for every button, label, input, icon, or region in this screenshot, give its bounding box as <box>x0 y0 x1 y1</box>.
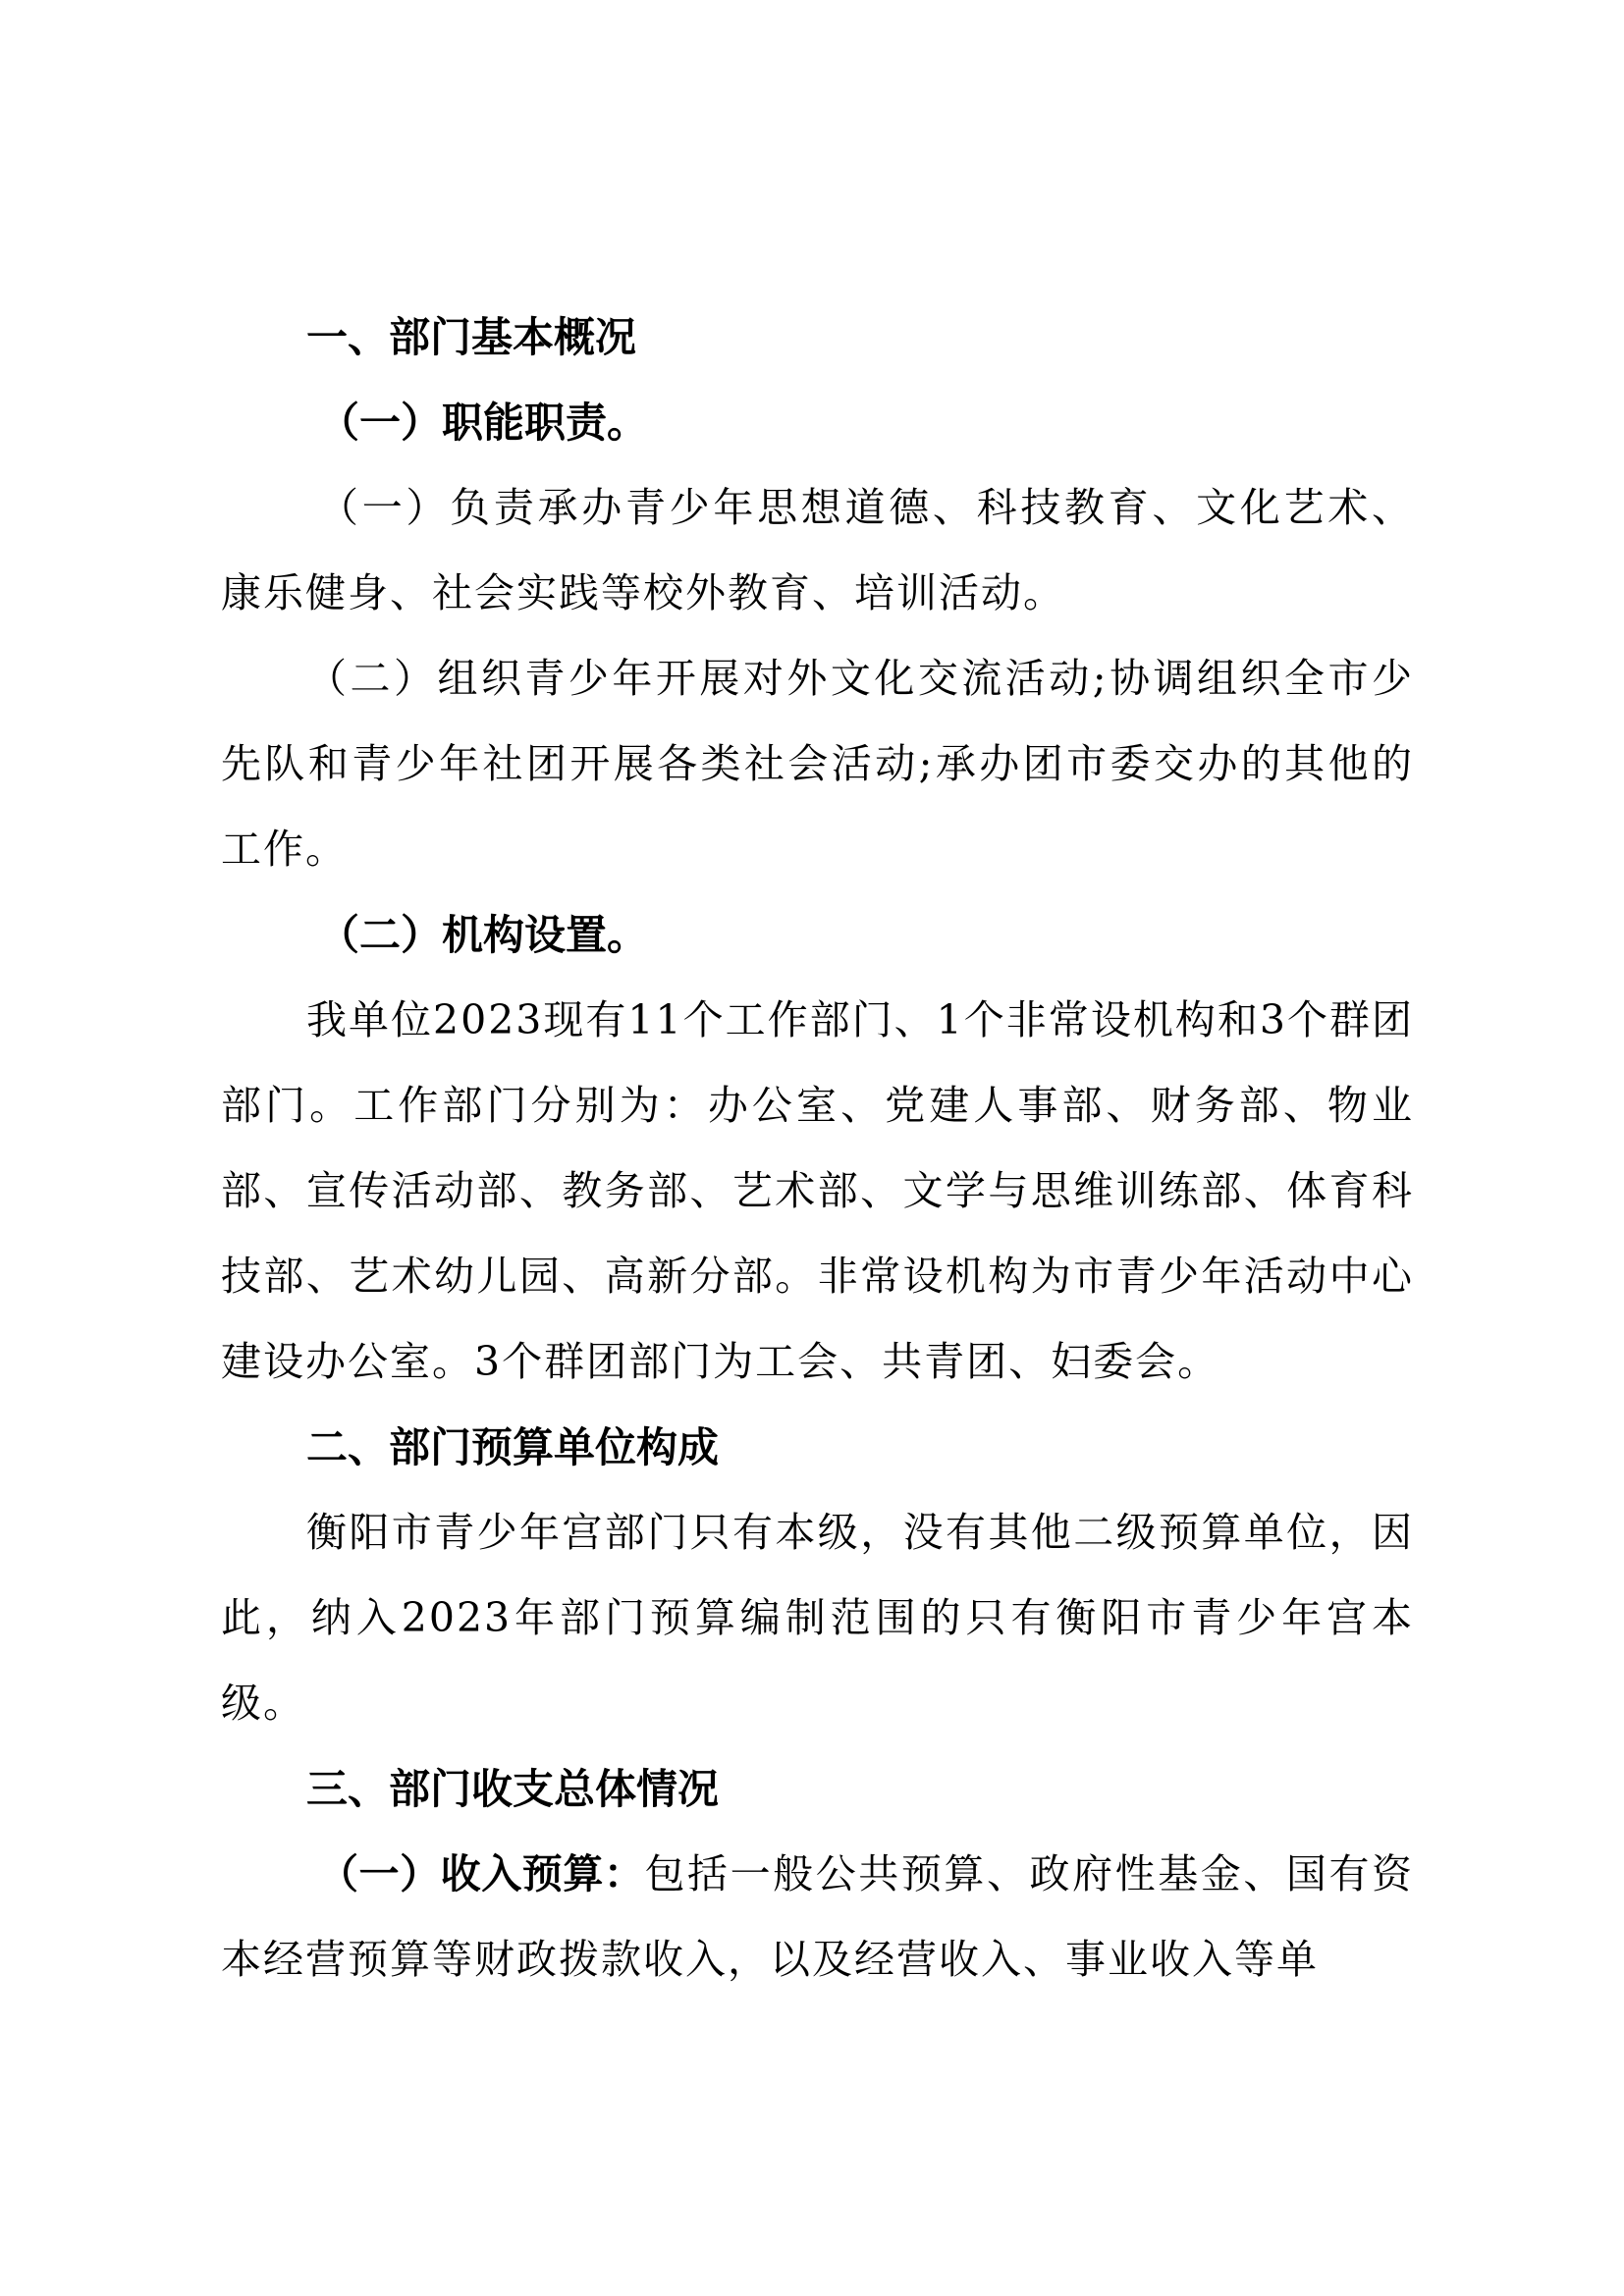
organization-paragraph: 我单位2023现有11个工作部门、1个非常设机构和3个群团部门。工作部门分别为：办公室、党建人事部、财务部、物业部、宣传活动部、教务部、艺术部、文学与思维训练部、体育科技部、艺术幼儿园、高新分部。非常设机构为市青少年活动中心建设办公室。3个群团部门为工会、共青团、妇委会。 <box>221 996 1414 1385</box>
duty-paragraph-1: （一）负责承办青少年思想道德、科技教育、文化艺术、康乐健身、社会实践等校外教育、培训活动。 <box>221 484 1414 616</box>
income-budget-text: 包括一般公共预算、政府性基金、国有资本经营预算等财政拨款收入，以及经营收入、事业收入等单 <box>221 1850 1415 1983</box>
section-1-heading: 一、部门基本概况 <box>306 313 637 361</box>
section-3-heading: 三、部门收支总体情况 <box>306 1765 720 1813</box>
section-2-heading: 二、部门预算单位构成 <box>306 1423 720 1471</box>
duty-paragraph-2: （二）组织青少年开展对外文化交流活动;协调组织全市少先队和青少年社团开展各类社会活动;承办团市委交办的其他的工作。 <box>221 655 1414 873</box>
document-body <box>221 294 1414 2002</box>
section-1-2-heading: （二）机构设置。 <box>318 911 649 959</box>
income-budget-paragraph <box>221 1832 1414 2002</box>
budget-unit-paragraph: 衡阳市青少年宫部门只有本级，没有其他二级预算单位，因此，纳入2023年部门预算编制范围的只有衡阳市青少年宫本级。 <box>221 1509 1414 1727</box>
section-1-1-heading: （一）职能职责。 <box>318 399 649 447</box>
income-budget-lead: （一）收入预算： <box>318 1850 645 1897</box>
